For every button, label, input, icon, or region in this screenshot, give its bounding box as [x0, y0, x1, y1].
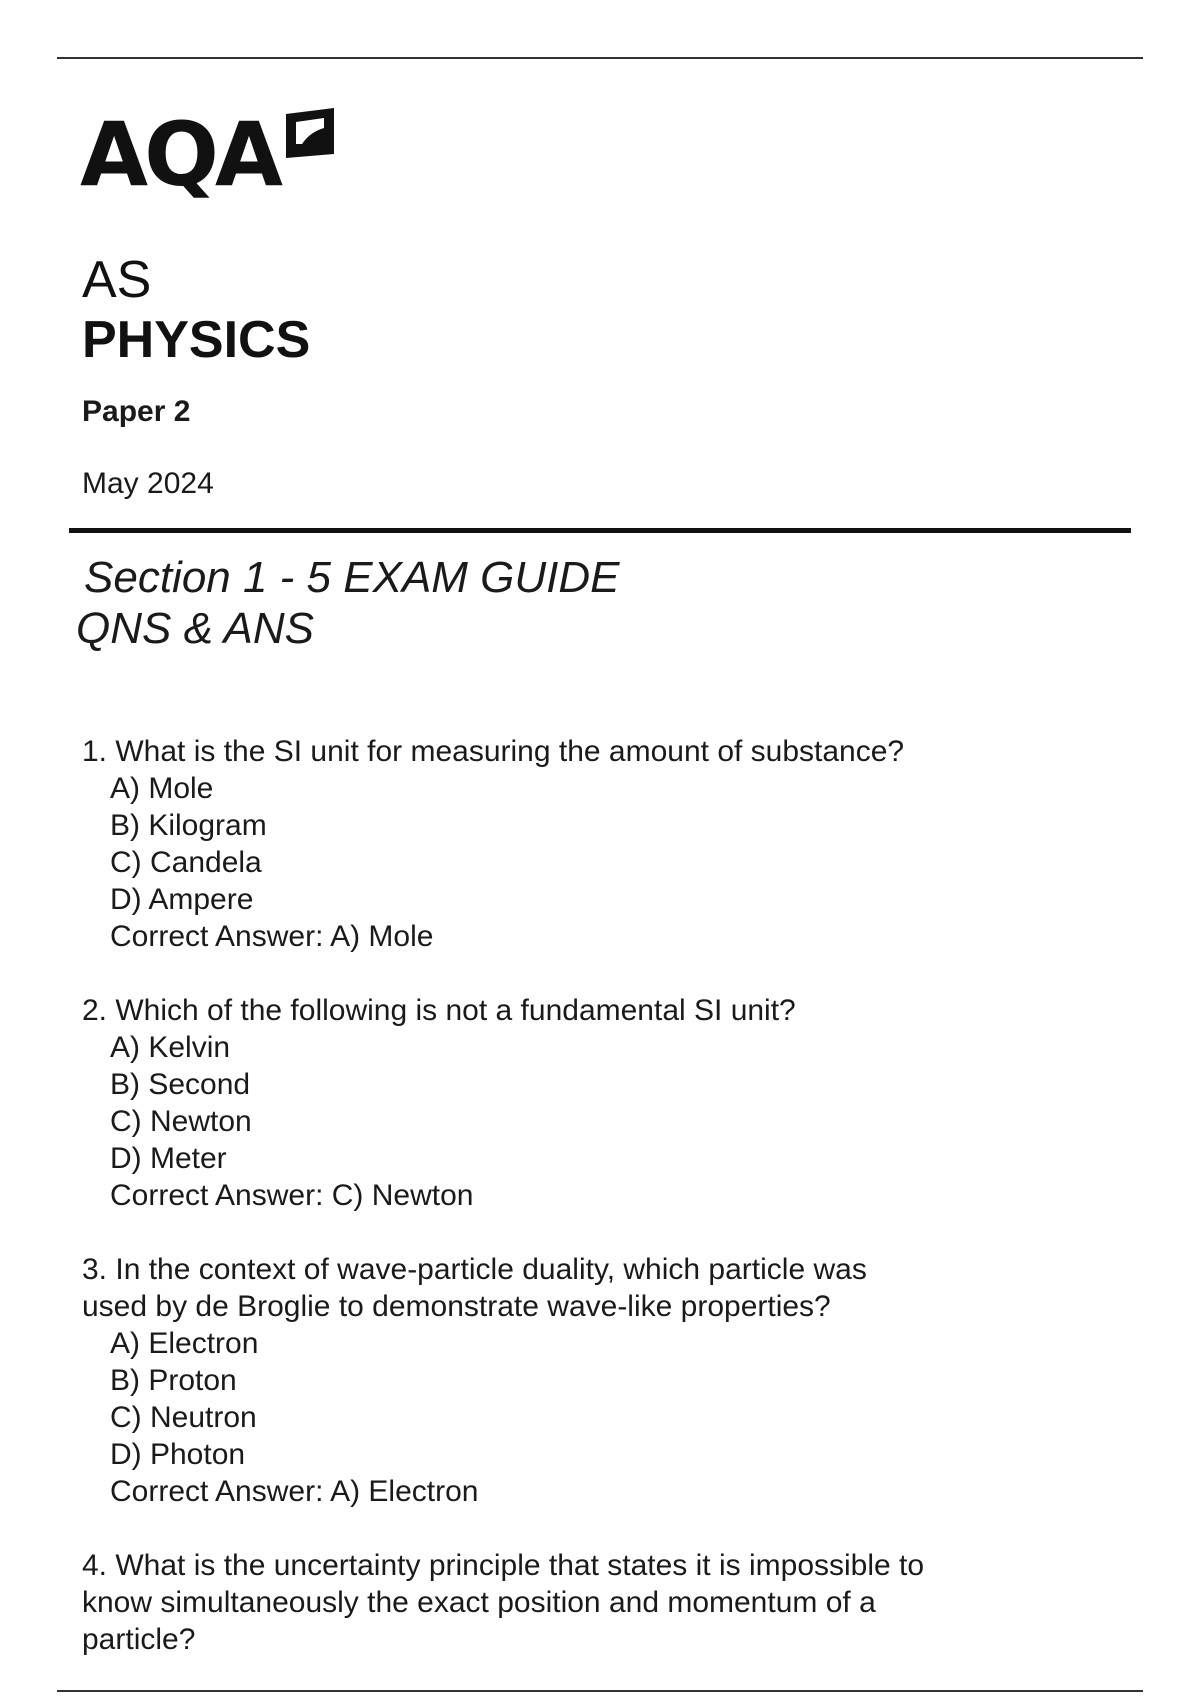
option-d: D) Meter [110, 1142, 227, 1175]
option-b: B) Kilogram [110, 809, 267, 842]
option-c: C) Neutron [110, 1401, 257, 1434]
question-2 [82, 992, 1132, 1214]
option-a: A) Kelvin [110, 1031, 231, 1064]
question-1 [82, 733, 1132, 955]
subject-name: PHYSICS [82, 311, 311, 369]
correct-answer: Correct Answer: A) Electron [110, 1475, 479, 1508]
question-3 [82, 1251, 1132, 1510]
aqa-logo [80, 100, 350, 210]
paper-date: May 2024 [82, 467, 214, 500]
question-text-line: 3. In the context of wave-particle duality, which particle was [82, 1253, 867, 1286]
subject-level: AS [82, 251, 152, 309]
correct-answer: Correct Answer: A) Mole [110, 920, 434, 953]
correct-answer: Correct Answer: C) Newton [110, 1179, 474, 1212]
question-4 [82, 1547, 1132, 1658]
option-a: A) Mole [110, 772, 214, 805]
option-c: C) Newton [110, 1105, 252, 1138]
question-text: 2. Which of the following is not a fundamental SI unit? [82, 994, 796, 1027]
question-text-line: particle? [82, 1623, 196, 1656]
aqa-logo-mark-icon [280, 106, 340, 166]
guide-title: Section 1 - 5 EXAM GUIDE [84, 553, 620, 602]
guide-subtitle: QNS & ANS [76, 604, 314, 653]
aqa-logo-text: AQA [80, 103, 280, 206]
option-b: B) Proton [110, 1364, 237, 1397]
option-b: B) Second [110, 1068, 251, 1101]
question-text-line: 4. What is the uncertainty principle that states it is impossible to [82, 1549, 925, 1582]
top-rule [57, 57, 1143, 59]
question-text-line: used by de Broglie to demonstrate wave-like properties? [82, 1290, 831, 1323]
bottom-rule [57, 1690, 1143, 1692]
question-list [82, 733, 1132, 1695]
option-d: D) Photon [110, 1438, 246, 1471]
option-d: D) Ampere [110, 883, 254, 916]
paper-label: Paper 2 [82, 395, 191, 428]
option-c: C) Candela [110, 846, 262, 879]
header-divider [69, 528, 1131, 533]
option-a: A) Electron [110, 1327, 259, 1360]
question-text: 1. What is the SI unit for measuring the amount of substance? [82, 735, 905, 768]
question-text-line: know simultaneously the exact position and momentum of a [82, 1586, 876, 1619]
